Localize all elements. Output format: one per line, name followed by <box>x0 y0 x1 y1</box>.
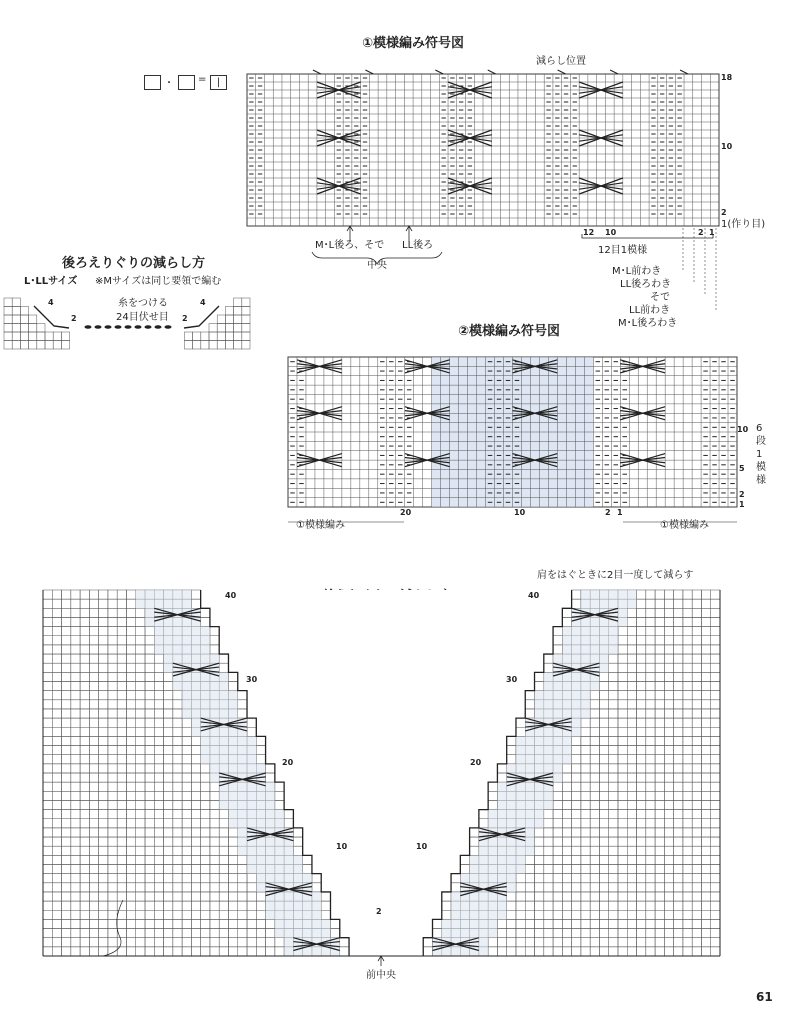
front-neck-shade-right-34 <box>451 901 507 910</box>
chart1-row-1: 1(作り目) <box>721 219 766 230</box>
chart1-repeat-bracket <box>582 234 713 238</box>
front-neck-shade-left-12 <box>182 700 238 709</box>
back-neck-note: ※Mサイズは同じ要領で編む <box>95 276 222 287</box>
front-neck-shade-left-29 <box>247 855 303 864</box>
front-neck-shade-right-0 <box>581 590 637 599</box>
side-label-ml-back: M･L後ろわき <box>618 318 678 329</box>
front-neck-left-40: 40 <box>225 591 237 600</box>
front-neck-shade-left-35 <box>266 910 322 919</box>
front-neck-shade-right-10 <box>544 682 600 691</box>
front-neck-shade-left-18 <box>201 755 257 764</box>
back-neck-size: L･LLサイズ <box>24 276 78 287</box>
front-neck-shade-right-35 <box>451 910 507 919</box>
front-neck-shoulder-note: 肩をはぐときに2目一度して減らす <box>537 570 694 581</box>
front-neck-right-30: 30 <box>506 675 518 684</box>
back-neck-cells <box>4 298 250 349</box>
chart1-ll-label: LL後ろ <box>402 240 434 251</box>
back-neck-right-4: 4 <box>200 298 206 307</box>
front-neck-shade-right-29 <box>470 855 526 864</box>
back-neck-left-4: 4 <box>48 298 54 307</box>
chart1-st-12: 12 <box>583 228 595 237</box>
front-neck-shade-right-37 <box>442 929 498 938</box>
chart1-title: ①模様編み符号図 <box>362 36 465 51</box>
front-neck-shade-right-18 <box>516 755 572 764</box>
side-label-ml-front: M･L前わき <box>612 266 662 277</box>
front-neck-shade-left-23 <box>219 800 275 809</box>
chart2-st-1: 1 <box>617 508 623 517</box>
front-neck-shade-right-1 <box>581 599 637 608</box>
back-neck-bindoff: 24目伏せ目 <box>116 312 169 323</box>
front-neck-shade-right-16 <box>516 736 572 745</box>
chart1-st-1: 1 <box>709 228 715 237</box>
back-neck-grid <box>4 298 254 350</box>
front-neck-left-20: 20 <box>282 758 294 767</box>
page-number: 61 <box>756 990 773 1004</box>
front-neck-shade-right-6 <box>562 645 618 654</box>
chart1-decrease-mark-5 <box>610 70 618 74</box>
chart2-grid <box>288 357 737 507</box>
front-neck-shade-right-4 <box>562 627 618 636</box>
front-neck-shade-left-24 <box>228 810 284 819</box>
front-neck-left-10: 10 <box>336 842 348 851</box>
front-neck-shade-left-17 <box>201 746 257 755</box>
back-neck-left-slope <box>34 306 69 328</box>
front-neck-shade-right-36 <box>442 919 498 928</box>
chart2-title: ②模様編み符号図 <box>458 324 561 339</box>
front-neck-shade-left-36 <box>275 919 331 928</box>
side-label-ll-back: LL後ろわき <box>620 279 672 290</box>
chart2-pattern-left: ①模様編み <box>296 520 345 531</box>
back-neck-bindoff-dots <box>85 325 172 329</box>
legend-knit-box <box>144 75 161 90</box>
front-neck-shade-left-22 <box>219 791 275 800</box>
front-neck-shade-right-5 <box>562 636 618 645</box>
chart2-repeat-label: 6段1模様 <box>756 423 766 486</box>
front-neck-left-30: 30 <box>246 675 258 684</box>
chart1-row-2: 2 <box>721 208 727 217</box>
front-neck-shade-left-31 <box>256 874 312 883</box>
front-neck-shade-right-13 <box>535 709 591 718</box>
chart2-st-2: 2 <box>605 508 611 517</box>
front-neck-shade-right-17 <box>516 746 572 755</box>
front-neck-shade-right-19 <box>507 764 563 773</box>
chart1-center-label: 中央 <box>367 260 387 271</box>
front-neck-shade-left-19 <box>210 764 266 773</box>
chart1-ml-label: M･L後ろ、そで <box>315 240 385 251</box>
front-neck-shade-right-30 <box>470 865 526 874</box>
legend-dot: ・ <box>164 78 174 89</box>
chart2-row-1: 1 <box>739 500 745 509</box>
chart2-row-10: 10 <box>737 425 749 434</box>
chart1-row-18: 18 <box>721 73 733 82</box>
legend-purl-box: | <box>210 75 227 90</box>
chart2-pattern-right: ①模様編み <box>660 520 709 531</box>
front-neck-right-10: 10 <box>416 842 428 851</box>
back-neck-title: 後ろえりぐりの減らし方 <box>62 256 206 271</box>
front-neck-shade-left-30 <box>247 865 303 874</box>
chart2-st-10: 10 <box>514 508 526 517</box>
front-neck-shade-right-31 <box>460 874 516 883</box>
front-neck-shade-right-23 <box>497 800 553 809</box>
front-neck-left-2: 2 <box>376 907 382 916</box>
legend-equals: = <box>198 74 207 85</box>
front-neck-grid <box>43 590 720 956</box>
front-neck-shade-left-6 <box>154 645 210 654</box>
front-neck-shade-left-13 <box>182 709 238 718</box>
back-neck-left-2: 2 <box>71 314 77 323</box>
front-neck-shade-right-25 <box>488 819 544 828</box>
front-neck-shade-left-37 <box>275 929 331 938</box>
back-neck-right-2: 2 <box>182 314 188 323</box>
chart1-decrease-mark-2 <box>435 70 443 74</box>
front-neck-shade-left-25 <box>228 819 284 828</box>
front-neck-shade-right-12 <box>535 700 591 709</box>
chart1-st-10: 10 <box>605 228 617 237</box>
front-neck-shade-right-22 <box>497 791 553 800</box>
front-neck-shade-left-16 <box>201 736 257 745</box>
front-neck-shade-right-28 <box>479 846 535 855</box>
chart2-st-20: 20 <box>400 508 412 517</box>
chart1-row-10: 10 <box>721 142 733 151</box>
back-neck-right-slope <box>184 306 219 328</box>
chart2-row-5: 5 <box>739 464 745 473</box>
chart2-row-2: 2 <box>739 490 745 499</box>
chart1-st-2: 2 <box>698 228 704 237</box>
front-neck-shade-left-10 <box>173 682 229 691</box>
front-neck-shade-right-7 <box>553 654 609 663</box>
side-label-sleeve: そで <box>650 292 670 303</box>
front-neck-right-40: 40 <box>528 591 540 600</box>
chart1-decrease-mark-6 <box>680 70 688 74</box>
chart1-decrease-mark-3 <box>488 70 496 74</box>
chart1-decrease-mark-0 <box>313 70 321 74</box>
front-neck-right-20: 20 <box>470 758 482 767</box>
chart1-decrease-position: 減らし位置 <box>536 56 586 67</box>
chart1-grid <box>247 74 719 226</box>
front-neck-shade-left-11 <box>182 691 238 700</box>
front-neck-shade-right-24 <box>488 810 544 819</box>
back-neck-yarn: 糸をつける <box>118 298 168 309</box>
front-neck-shade-left-28 <box>238 846 294 855</box>
front-neck-shade-left-4 <box>154 627 210 636</box>
front-neck-shade-left-5 <box>154 636 210 645</box>
front-neck-shade-left-1 <box>136 599 192 608</box>
chart1-decrease-mark-4 <box>558 70 566 74</box>
front-neck-shade-right-11 <box>535 691 591 700</box>
front-neck-shade-left-34 <box>266 901 322 910</box>
front-neck-shade-left-7 <box>164 654 220 663</box>
legend-knit-box-2 <box>178 75 195 90</box>
front-neck-center: 前中央 <box>366 970 396 981</box>
front-neck-shade-left-0 <box>136 590 192 599</box>
chart1-decrease-mark-1 <box>365 70 373 74</box>
side-label-ll-front: LL前わき <box>629 305 671 316</box>
chart1-repeat-label: 12目1模様 <box>598 245 648 256</box>
